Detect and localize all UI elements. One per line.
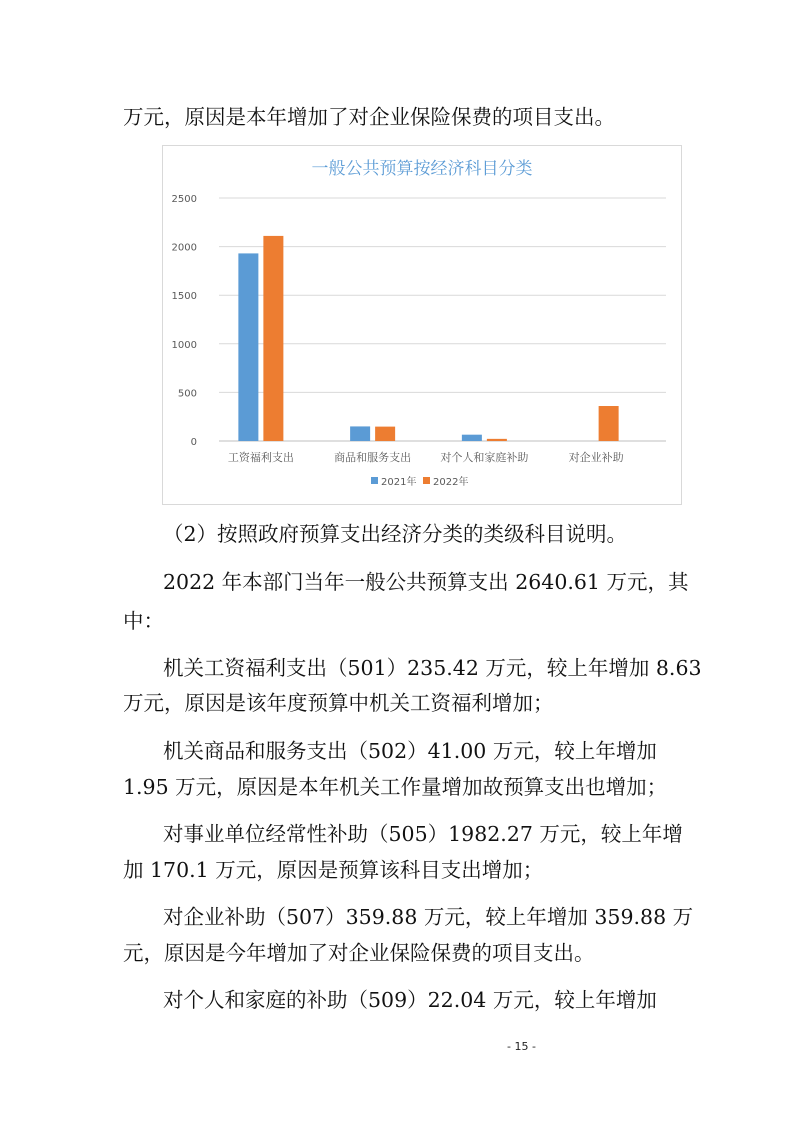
legend-label: 2022年 xyxy=(433,477,469,488)
y-tick-label: 1000 xyxy=(171,339,197,351)
bar-2022年-对企业补助 xyxy=(599,406,619,441)
y-tick-label: 1500 xyxy=(171,291,197,303)
y-tick-label: 2000 xyxy=(171,242,197,254)
paragraph-line: 机关商品和服务支出（502）41.00 万元，较上年增加 xyxy=(163,739,657,763)
x-tick-label: 商品和服务支出 xyxy=(334,451,412,464)
paragraph-line: 机关工资福利支出（501）235.42 万元，较上年增加 8.63 xyxy=(163,656,702,680)
paragraph-line: 2022 年本部门当年一般公共预算支出 2640.61 万元，其 xyxy=(163,570,689,594)
bar-2022年-工资福利支出 xyxy=(263,236,283,441)
bar-2022年-对个人和家庭补助 xyxy=(487,439,507,441)
y-tick-label: 500 xyxy=(177,388,197,400)
bar-2021年-工资福利支出 xyxy=(238,253,258,441)
paragraph-line: 加 170.1 万元，原因是预算该科目支出增加； xyxy=(123,858,544,882)
x-tick-label: 对个人和家庭补助 xyxy=(440,451,529,464)
x-tick-label: 对企业补助 xyxy=(568,451,624,464)
section-heading: （2）按照政府预算支出经济分类的类级科目说明。 xyxy=(163,522,628,546)
legend-swatch xyxy=(371,477,378,484)
x-tick-label: 工资福利支出 xyxy=(227,451,294,464)
paragraph-line: 对事业单位经常性补助（505）1982.27 万元，较上年增 xyxy=(163,822,683,846)
paragraph-line: 万元，原因是该年度预算中机关工资福利增加； xyxy=(123,691,554,715)
paragraph-line: 1.95 万元，原因是本年机关工作量增加故预算支出也增加； xyxy=(123,775,668,799)
page-number: - 15 - xyxy=(507,1040,536,1053)
bar-2021年-对个人和家庭补助 xyxy=(462,435,482,441)
paragraph-line: 中： xyxy=(123,609,164,633)
legend-label: 2021年 xyxy=(381,477,417,488)
legend-swatch xyxy=(423,477,430,484)
paragraph-line: 元，原因是今年增加了对企业保险保费的项目支出。 xyxy=(123,941,595,965)
paragraph-line: 对个人和家庭的补助（509）22.04 万元，较上年增加 xyxy=(163,988,657,1012)
paragraph-line: 万元，原因是本年增加了对企业保险保费的项目支出。 xyxy=(123,105,615,129)
chart-svg xyxy=(163,146,681,504)
bar-2022年-商品和服务支出 xyxy=(375,427,395,441)
chart-title: 一般公共预算按经济科目分类 xyxy=(311,159,533,179)
y-tick-label: 2500 xyxy=(171,194,197,205)
paragraph-line: 对企业补助（507）359.88 万元，较上年增加 359.88 万 xyxy=(163,905,694,929)
bar-chart xyxy=(162,145,682,505)
bar-2021年-商品和服务支出 xyxy=(350,426,370,441)
y-tick-label: 0 xyxy=(190,437,197,448)
